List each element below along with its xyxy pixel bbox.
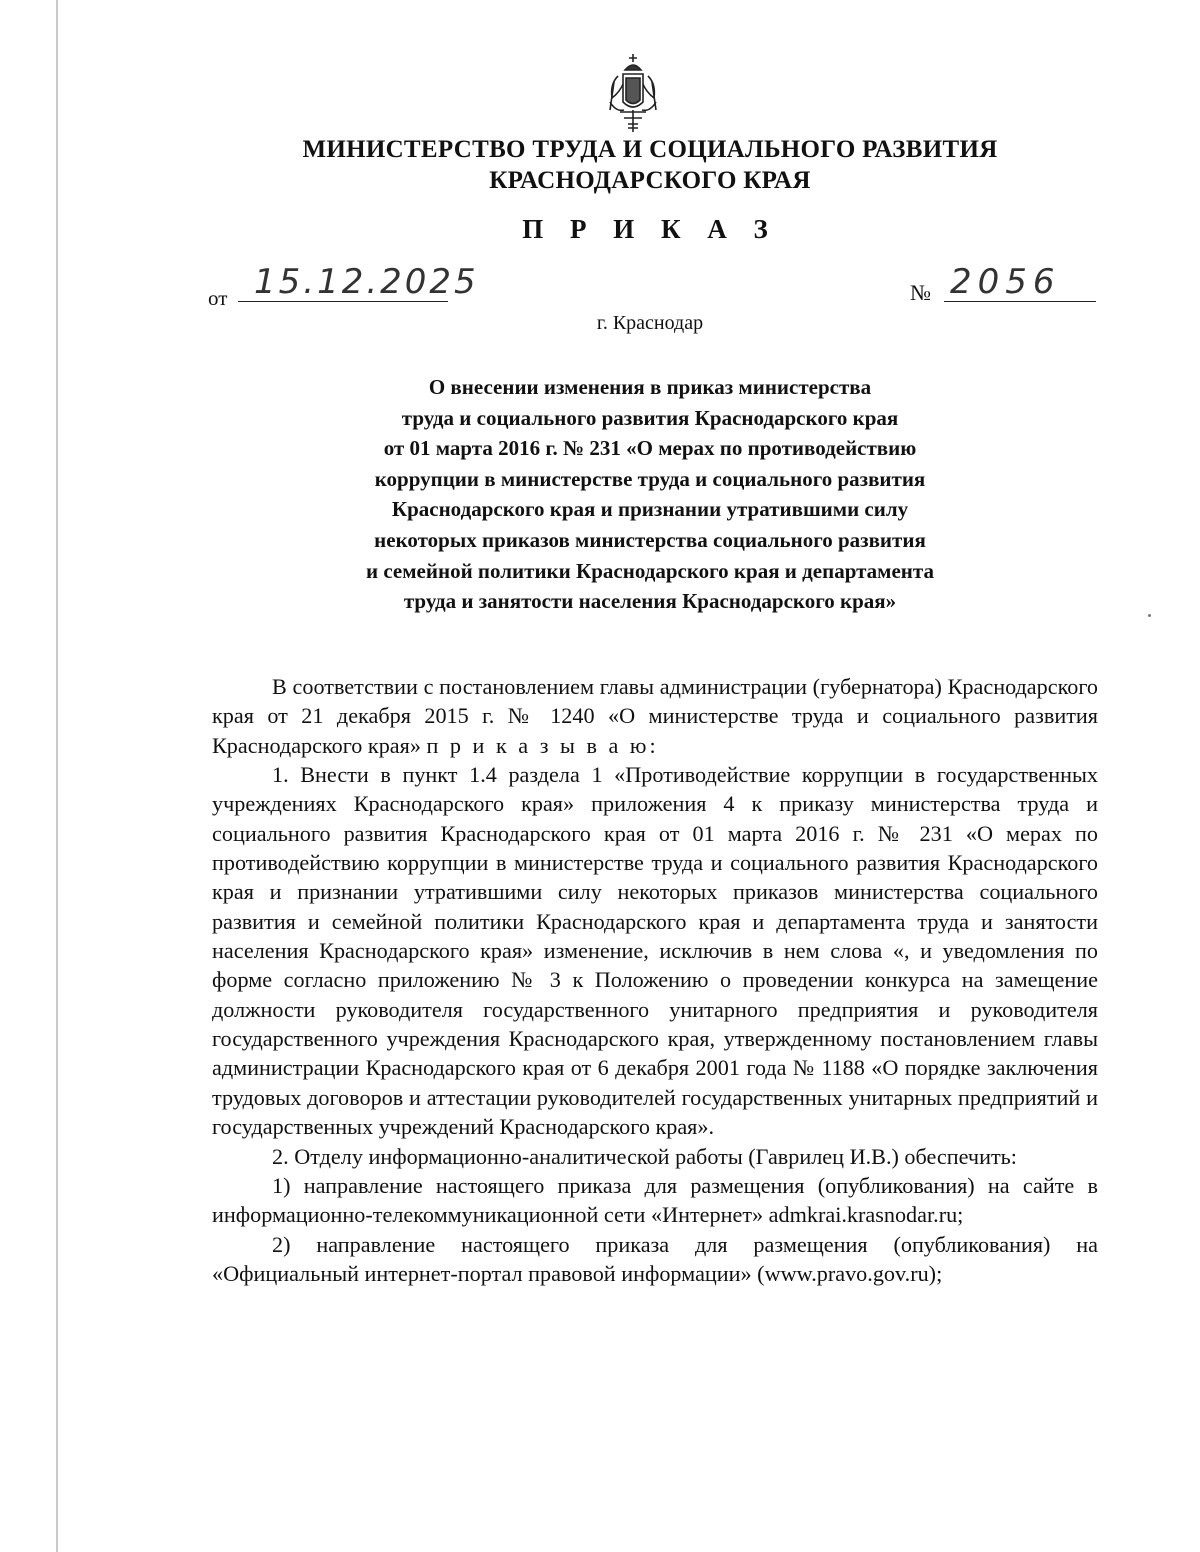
preamble-text: В соответствии с постановлением главы администрации (губернатора) Краснодарского края от 21 декабря 2015 г. № 1240 «О министерстве труда и социального развития Краснодарского края» (212, 674, 1098, 758)
date-label: от (208, 286, 228, 310)
date-value-handwritten: 15.12.2025 (238, 262, 448, 302)
coat-of-arms-emblem (606, 52, 660, 134)
order-body (212, 672, 1098, 1288)
scan-speck (1148, 614, 1151, 617)
preamble-paragraph (212, 672, 1098, 760)
order-subject (260, 372, 1040, 617)
subject-line: труда и социального развития Краснодарского края (401, 405, 899, 430)
subject-line: некоторых приказов министерства социального развития (374, 527, 926, 552)
subject-line: и семейной политики Краснодарского края и департамента (366, 558, 934, 583)
subject-line: труда и занятости населения Краснодарского края» (403, 589, 897, 614)
subject-line: Краснодарского края и признании утратившими силу (391, 497, 909, 522)
subject-line: О внесении изменения в приказ министерства (428, 375, 872, 399)
scan-edge (56, 0, 58, 1552)
ministry-line-2: КРАСНОДАРСКОГО КРАЯ (489, 167, 811, 194)
item-2-1-paragraph: 1) направление настоящего приказа для размещения (опубликования) на сайте в информационно-телекоммуникационной сети «Интернет» admkrai.krasnodar.ru; (212, 1172, 1098, 1228)
document-type-title: П Р И К А З (522, 214, 778, 244)
item-2-2-paragraph: 2) направление настоящего приказа для размещения (опубликования) на «Официальный интернет-портал правовой информации» (www.pravo.gov.ru); (212, 1231, 1098, 1286)
item-2-paragraph: 2. Отделу информационно-аналитической работы (Гаврилец И.В.) обеспечить: (272, 1143, 1017, 1169)
number-value-handwritten: 2056 (944, 262, 1096, 302)
ministry-name (230, 134, 1070, 196)
ministry-line-1: МИНИСТЕРСТВО ТРУДА И СОЦИАЛЬНОГО РАЗВИТИЯ (302, 136, 998, 163)
city: г. Краснодар (596, 312, 704, 334)
subject-line: коррупции в министерстве труда и социального развития (374, 466, 926, 491)
orders-word: п р и к а з ы в а ю: (426, 732, 659, 758)
subject-line: от 01 марта 2016 г. № 231 «О мерах по противодействию (383, 436, 917, 461)
number-label: № (910, 280, 931, 305)
item-1-paragraph: 1. Внести в пункт 1.4 раздела 1 «Противодействие коррупции в государственных учреждениях Краснодарского края» приложения 4 к приказу министерства труда и социального развития Краснодарского края от 01 марта 2016 г. № 231 «О мерах по противодействию коррупции в министерстве труда и социального развития Краснодарского края и признании утратившими силу некоторых приказов министерства социального развития и семейной политики Краснодарского края и департамента труда и занятости населения Краснодарского края» изменение, исключив в нем слова «, и уведомления по форме согласно приложению № 3 к Положению о проведении конкурса на замещение должности руководителя государственного унитарного предприятия и руководителя государственного учреждения Краснодарского края, утвержденному постановлением главы администрации Краснодарского края от 6 декабря 2001 года № 1188 «О порядке заключения трудовых договоров и аттестации руководителей государственных унитарных предприятий и государственных учреждений Краснодарского края». (212, 762, 1098, 1140)
